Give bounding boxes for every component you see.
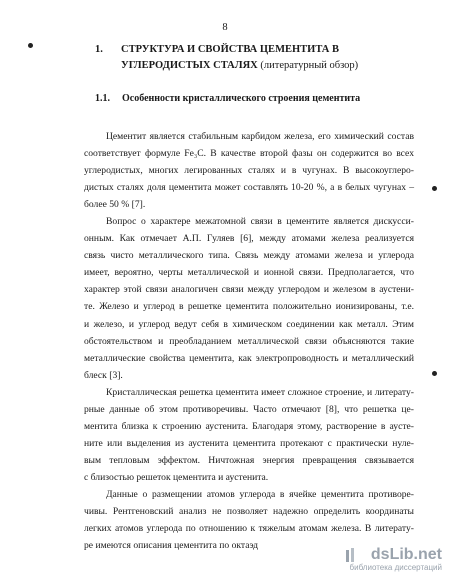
watermark-brand: dsLib.net — [370, 546, 442, 563]
text-line: те. Железо и углерод в решетке цементита положительно ионизированы, т.е. — [84, 301, 414, 313]
text-line: рные данные об этом противоречивы. Часто отмечают [8], что решетка це- — [84, 403, 414, 415]
text-line: Кристаллическая решетка цементита имеет сложное строение, и литерату- — [106, 386, 414, 398]
text-line: Данные о размещении атомов углерода в ячейке цементита противоре- — [106, 488, 414, 500]
text-line: легких атомов углерода по отношению к тяжелым атомам железа. В литерату- — [84, 523, 414, 535]
text-line: и железо, и углерод ведут себя в химическом соединении как металл. Этим — [84, 318, 414, 330]
dslib-watermark — [302, 546, 442, 576]
chapter-title-line1: СТРУКТУРА И СВОЙСТВА ЦЕМЕНТИТА В — [121, 44, 340, 55]
scan-dot-mark — [432, 186, 437, 191]
text-line: металлические свойства цементита, как электропроводность и металлический — [84, 352, 414, 364]
text-line: блеск [3]. — [84, 369, 123, 381]
text-line: характер этой связи аналогичен связи между углеродом и железом в аустени- — [84, 284, 414, 296]
chapter-title-main: УГЛЕРОДИСТЫХ СТАЛЯХ — [121, 60, 258, 71]
text-line: углеродистых, многих легированных сталях и в чугунах. В высокоуглеро- — [84, 165, 414, 177]
text-line: ните или выделения из аустенита цементита протекают с практически нуле- — [84, 437, 414, 449]
section-heading — [95, 93, 360, 104]
body-text — [84, 128, 414, 554]
section-title: Особенности кристаллического строения цементита — [122, 93, 361, 104]
chapter-number: 1. — [95, 44, 103, 55]
text-line: онным. Как отмечает А.П. Гуляев [6], между атомами железа реализуется — [84, 233, 414, 245]
text-line: более 50 % [7]. — [84, 199, 146, 211]
text-line: вым тепловым эффектом. Ничтожная энергия превращения связывается — [84, 454, 414, 466]
scan-dot-mark — [432, 371, 437, 376]
watermark-caption: библиотека диссертаций — [349, 563, 442, 572]
text-line: обстоятельством и преобладанием металлической связи объясняются такие — [84, 335, 414, 347]
text-line: ре имеются описания цементита по октаэд — [84, 540, 258, 552]
text-line: связь чисто металлического типа. Связь между атомами железа и углерода — [84, 250, 414, 262]
text-line: с близостью решеток цементита и аустенита. — [84, 471, 269, 483]
text-line: дистых сталях доля цементита может составлять 10-20 %, а в белых чугунах – — [84, 182, 414, 194]
dslib-logo-icon — [346, 548, 356, 564]
text-line: соответствует формуле Fe₃C. В качестве второй фазы он содержится во всех — [84, 148, 414, 160]
text-line: имеет, вероятно, черты металлической и ионной связи. Предполагается, что — [84, 267, 414, 279]
scan-dot-mark — [28, 43, 33, 48]
section-number: 1.1. — [95, 93, 110, 104]
chapter-title-note: (литературный обзор) — [257, 60, 359, 71]
text-line: чивы. Рентгеновский анализ не позволяет надежно определить координаты — [84, 506, 414, 518]
text-line: Цементит является стабильным карбидом железа, его химический состав — [106, 131, 414, 142]
text-line: ментита близка к строению аустенита. Благодаря этому, растворение в аусте- — [84, 420, 414, 432]
chapter-title-line2 — [121, 58, 358, 74]
text-line: Вопрос о характере межатомной связи в цементите является дискусси- — [106, 216, 414, 228]
page-number: 8 — [222, 22, 228, 33]
